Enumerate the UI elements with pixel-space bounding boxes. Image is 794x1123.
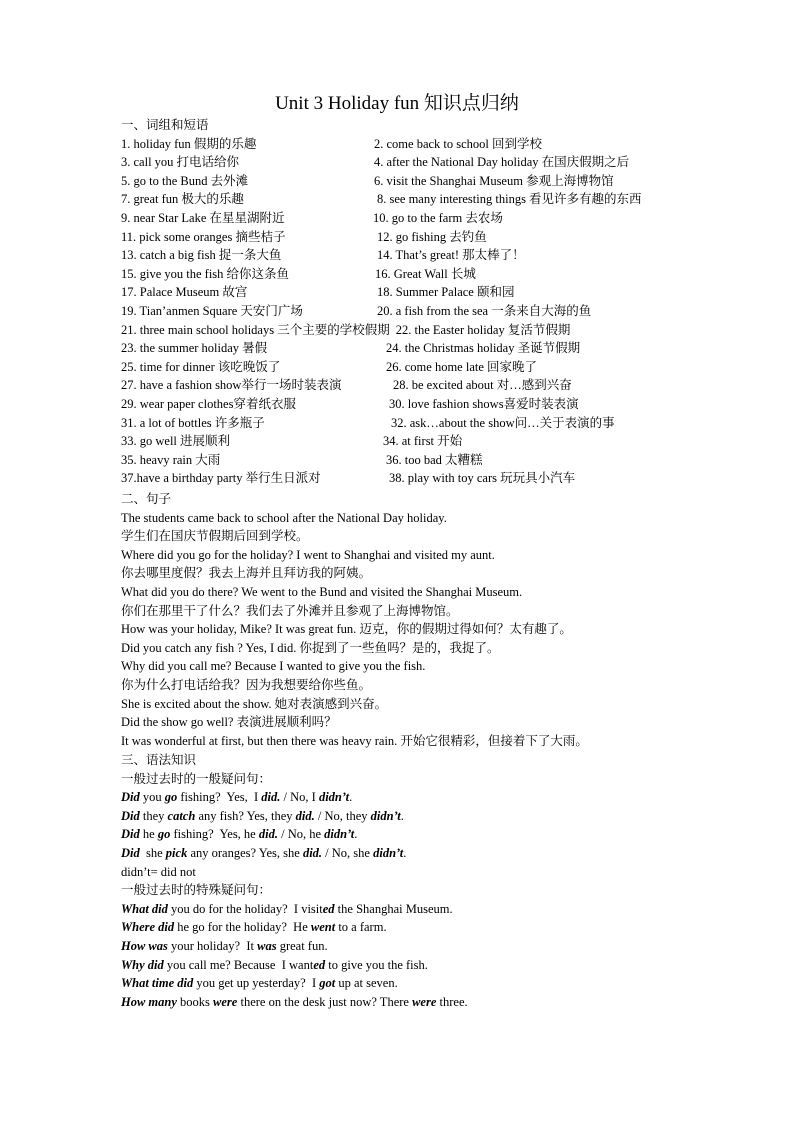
phrase-right: 16. Great Wall 长城 — [375, 266, 476, 281]
section-sentences — [121, 490, 681, 750]
emphasis-text: Did — [121, 827, 140, 842]
phrase-right: 14. That’s great! 那太棒了！ — [377, 248, 525, 263]
plain-text: fishing? Yes, I — [177, 790, 262, 805]
phrase-left: 29. wear paper clothes穿着纸衣服 — [121, 396, 296, 411]
grammar-example — [121, 825, 681, 844]
phrase-right: 4. after the National Day holiday 在国庆假期之后 — [374, 155, 630, 170]
plain-text: / No, she — [322, 845, 374, 860]
emphasis-text: didn’t — [373, 845, 404, 860]
phrase-list — [121, 135, 681, 488]
sentence-line: Why did you call me? Because I wanted to give you the fish. — [121, 659, 426, 674]
sentence-line: 你们在那里干了什么？我们去了外滩并且参观了上海博物馆。 — [121, 603, 459, 618]
section-phrases — [121, 116, 681, 488]
emphasis-text: pick — [165, 845, 188, 860]
phrase-row — [121, 302, 681, 321]
grammar-note: didn’t= did not — [121, 864, 196, 879]
plain-text: you — [139, 790, 165, 805]
emphasis-text: How was — [121, 938, 168, 953]
phrase-row — [121, 414, 681, 433]
emphasis-text: went — [310, 920, 336, 935]
emphasis-text: go — [164, 790, 178, 805]
phrase-row — [121, 283, 681, 302]
section-heading-grammar: 三、语法知识 — [121, 753, 197, 767]
grammar-example — [121, 807, 681, 826]
emphasis-text: didn’t — [318, 790, 350, 805]
phrase-right: 2. come back to school 回到学校 — [374, 136, 543, 151]
emphasis-text: didn’t — [370, 808, 401, 823]
emphasis-text: ed — [322, 901, 335, 916]
plain-text: you get up yesterday? I — [193, 976, 320, 991]
grammar-subheading-yes-no: 一般过去时的一般疑问句： — [121, 771, 272, 786]
phrase-right: 6. visit the Shanghai Museum 参观上海博物馆 — [374, 173, 614, 188]
phrase-left: 27. have a fashion show举行一场时装表演 — [121, 378, 342, 393]
emphasis-text: Where did — [121, 920, 175, 935]
grammar-example — [121, 918, 681, 937]
phrase-row — [121, 321, 681, 340]
phrase-row — [121, 265, 681, 284]
sentence-line: She is excited about the show. 她对表演感到兴奋。 — [121, 696, 388, 711]
phrase-right: 34. at first 开始 — [383, 434, 463, 449]
emphasis-text: What time did — [121, 976, 194, 991]
sentence-line: Did the show go well? 表演进展顺利吗？ — [121, 715, 337, 730]
phrase-right: 12. go fishing 去钓鱼 — [377, 229, 487, 244]
phrase-row — [121, 376, 681, 395]
plain-text: . — [403, 845, 407, 860]
phrase-right: 20. a fish from the sea 一条来自大海的鱼 — [377, 303, 592, 318]
phrase-left: 5. go to the Bund 去外滩 — [121, 173, 249, 188]
sentence-line: 学生们在国庆节假期后回到学校。 — [121, 529, 309, 544]
phrase-left: 33. go well 进展顺利 — [121, 434, 231, 449]
phrase-row — [121, 246, 681, 265]
phrase-row — [121, 395, 681, 414]
phrase-left: 35. heavy rain 大雨 — [121, 452, 221, 467]
plain-text: fishing? Yes, he — [170, 827, 259, 842]
wh-question-list — [121, 900, 681, 1012]
sentence-line: It was wonderful at first, but then there was heavy rain. 开始它很精彩，但接着下了大雨。 — [121, 733, 588, 748]
phrase-row — [121, 153, 681, 172]
plain-text: your holiday? It — [167, 938, 258, 953]
phrase-right: 32. ask…about the show问…关于表演的事 — [391, 415, 615, 430]
phrase-right: 26. come home late 回家晚了 — [386, 359, 538, 374]
phrase-row — [121, 358, 681, 377]
phrase-right: 10. go to the farm 去农场 — [373, 210, 503, 225]
grammar-example — [121, 956, 681, 975]
plain-text: the Shanghai Museum. — [334, 901, 453, 916]
phrase-row — [121, 228, 681, 247]
phrase-left: 9. near Star Lake 在星星湖附近 — [121, 210, 285, 225]
phrase-row — [121, 190, 681, 209]
grammar-example — [121, 788, 681, 807]
phrase-row — [121, 432, 681, 451]
plain-text: up at seven. — [335, 976, 398, 991]
grammar-example — [121, 844, 681, 863]
grammar-example — [121, 993, 681, 1012]
phrase-right: 38. play with toy cars 玩玩具小汽车 — [389, 471, 576, 486]
page-title: Unit 3 Holiday fun 知识点归纳 — [275, 93, 519, 114]
emphasis-text: Did — [121, 845, 140, 860]
emphasis-text: did. — [258, 827, 278, 842]
sentence-line: 你为什么打电话给我？因为我想要给你些鱼。 — [121, 677, 372, 692]
phrase-left: 23. the summer holiday 暑假 — [121, 341, 268, 356]
section-heading-sentences: 二、句子 — [121, 492, 172, 506]
plain-text: any fish? Yes, they — [195, 808, 296, 823]
phrase-left: 7. great fun 极大的乐趣 — [121, 192, 244, 207]
emphasis-text: Did — [121, 790, 140, 805]
yes-no-question-list — [121, 788, 681, 862]
phrase-right: 22. the Easter holiday 复活节假期 — [395, 322, 571, 337]
plain-text: to a farm. — [335, 920, 387, 935]
phrase-left: 19. Tian’anmen Square 天安门广场 — [121, 303, 303, 318]
grammar-example — [121, 937, 681, 956]
plain-text: / No, I — [280, 790, 319, 805]
phrase-right: 36. too bad 太糟糕 — [386, 452, 483, 467]
emphasis-text: was — [257, 938, 277, 953]
phrase-left: 1. holiday fun 假期的乐趣 — [121, 136, 257, 151]
phrase-right: 28. be excited about 对…感到兴奋 — [393, 378, 572, 393]
emphasis-text: go — [157, 827, 171, 842]
emphasis-text: Did — [121, 808, 140, 823]
plain-text: . — [354, 827, 358, 842]
phrase-right: 8. see many interesting things 看见许多有趣的东西 — [377, 192, 642, 207]
plain-text: to give you the fish. — [325, 957, 428, 972]
plain-text: they — [139, 808, 168, 823]
plain-text: / No, they — [314, 808, 371, 823]
phrase-right: 18. Summer Palace 颐和园 — [377, 285, 515, 300]
grammar-subheading-wh: 一般过去时的特殊疑问句： — [121, 883, 272, 898]
phrase-row — [121, 135, 681, 154]
plain-text: she — [139, 845, 166, 860]
phrase-left: 11. pick some oranges 摘些桔子 — [121, 229, 286, 244]
plain-text: three. — [436, 994, 468, 1009]
plain-text: great fun. — [276, 938, 328, 953]
grammar-example — [121, 974, 681, 993]
emphasis-text: ed — [313, 957, 326, 972]
emphasis-text: Why did — [121, 957, 164, 972]
sentence-list — [121, 509, 681, 751]
section-heading-phrases: 一、词组和短语 — [121, 118, 209, 132]
phrase-row — [121, 209, 681, 228]
emphasis-text: got — [319, 976, 336, 991]
sentence-line: Where did you go for the holiday? I went to Shanghai and visited my aunt. — [121, 547, 495, 562]
emphasis-text: were — [213, 994, 238, 1009]
sentence-line: How was your holiday, Mike? It was great fun. 迈克，你的假期过得如何？太有趣了。 — [121, 622, 572, 637]
plain-text: any oranges? Yes, she — [187, 845, 303, 860]
emphasis-text: did. — [295, 808, 315, 823]
emphasis-text: didn’t — [324, 827, 355, 842]
phrase-right: 30. love fashion shows喜爱时装表演 — [389, 396, 579, 411]
plain-text: you call me? Because I want — [163, 957, 314, 972]
sentence-line: The students came back to school after the National Day holiday. — [121, 510, 447, 525]
phrase-row — [121, 469, 681, 488]
phrase-row — [121, 451, 681, 470]
plain-text: / No, he — [277, 827, 325, 842]
section-grammar — [121, 751, 681, 1011]
emphasis-text: What did — [121, 901, 168, 916]
phrase-left: 3. call you 打电话给你 — [121, 155, 240, 170]
phrase-left: 17. Palace Museum 故宫 — [121, 285, 248, 300]
phrase-left: 13. catch a big fish 捉一条大鱼 — [121, 248, 282, 263]
emphasis-text: did. — [302, 845, 323, 860]
phrase-right: 24. the Christmas holiday 圣诞节假期 — [386, 341, 581, 356]
plain-text: he — [139, 827, 158, 842]
emphasis-text: did. — [261, 790, 281, 805]
plain-text: there on the desk just now? There — [237, 994, 413, 1009]
sentence-line: What did you do there? We went to the Bund and visited the Shanghai Museum. — [121, 584, 523, 599]
plain-text: he go for the holiday? He — [174, 920, 311, 935]
phrase-left: 25. time for dinner 该吃晚饭了 — [121, 359, 281, 374]
plain-text: you do for the holiday? I visit — [167, 901, 323, 916]
plain-text: books — [176, 994, 214, 1009]
plain-text: . — [349, 790, 353, 805]
emphasis-text: catch — [167, 808, 196, 823]
phrase-left: 21. three main school holidays 三个主要的学校假期 — [121, 322, 390, 337]
sentence-line: Did you catch any fish ? Yes, I did. 你捉到了一些鱼吗？是的，我捉了。 — [121, 640, 500, 655]
phrase-left: 15. give you the fish 给你这条鱼 — [121, 266, 290, 281]
grammar-example — [121, 900, 681, 919]
emphasis-text: How many — [121, 994, 177, 1009]
emphasis-text: were — [412, 994, 437, 1009]
sentence-line: 你去哪里度假？我去上海并且拜访我的阿姨。 — [121, 566, 372, 581]
phrase-row — [121, 172, 681, 191]
plain-text: . — [400, 808, 404, 823]
phrase-left: 37.have a birthday party 举行生日派对 — [121, 471, 321, 486]
phrase-row — [121, 339, 681, 358]
phrase-left: 31. a lot of bottles 许多瓶子 — [121, 415, 265, 430]
